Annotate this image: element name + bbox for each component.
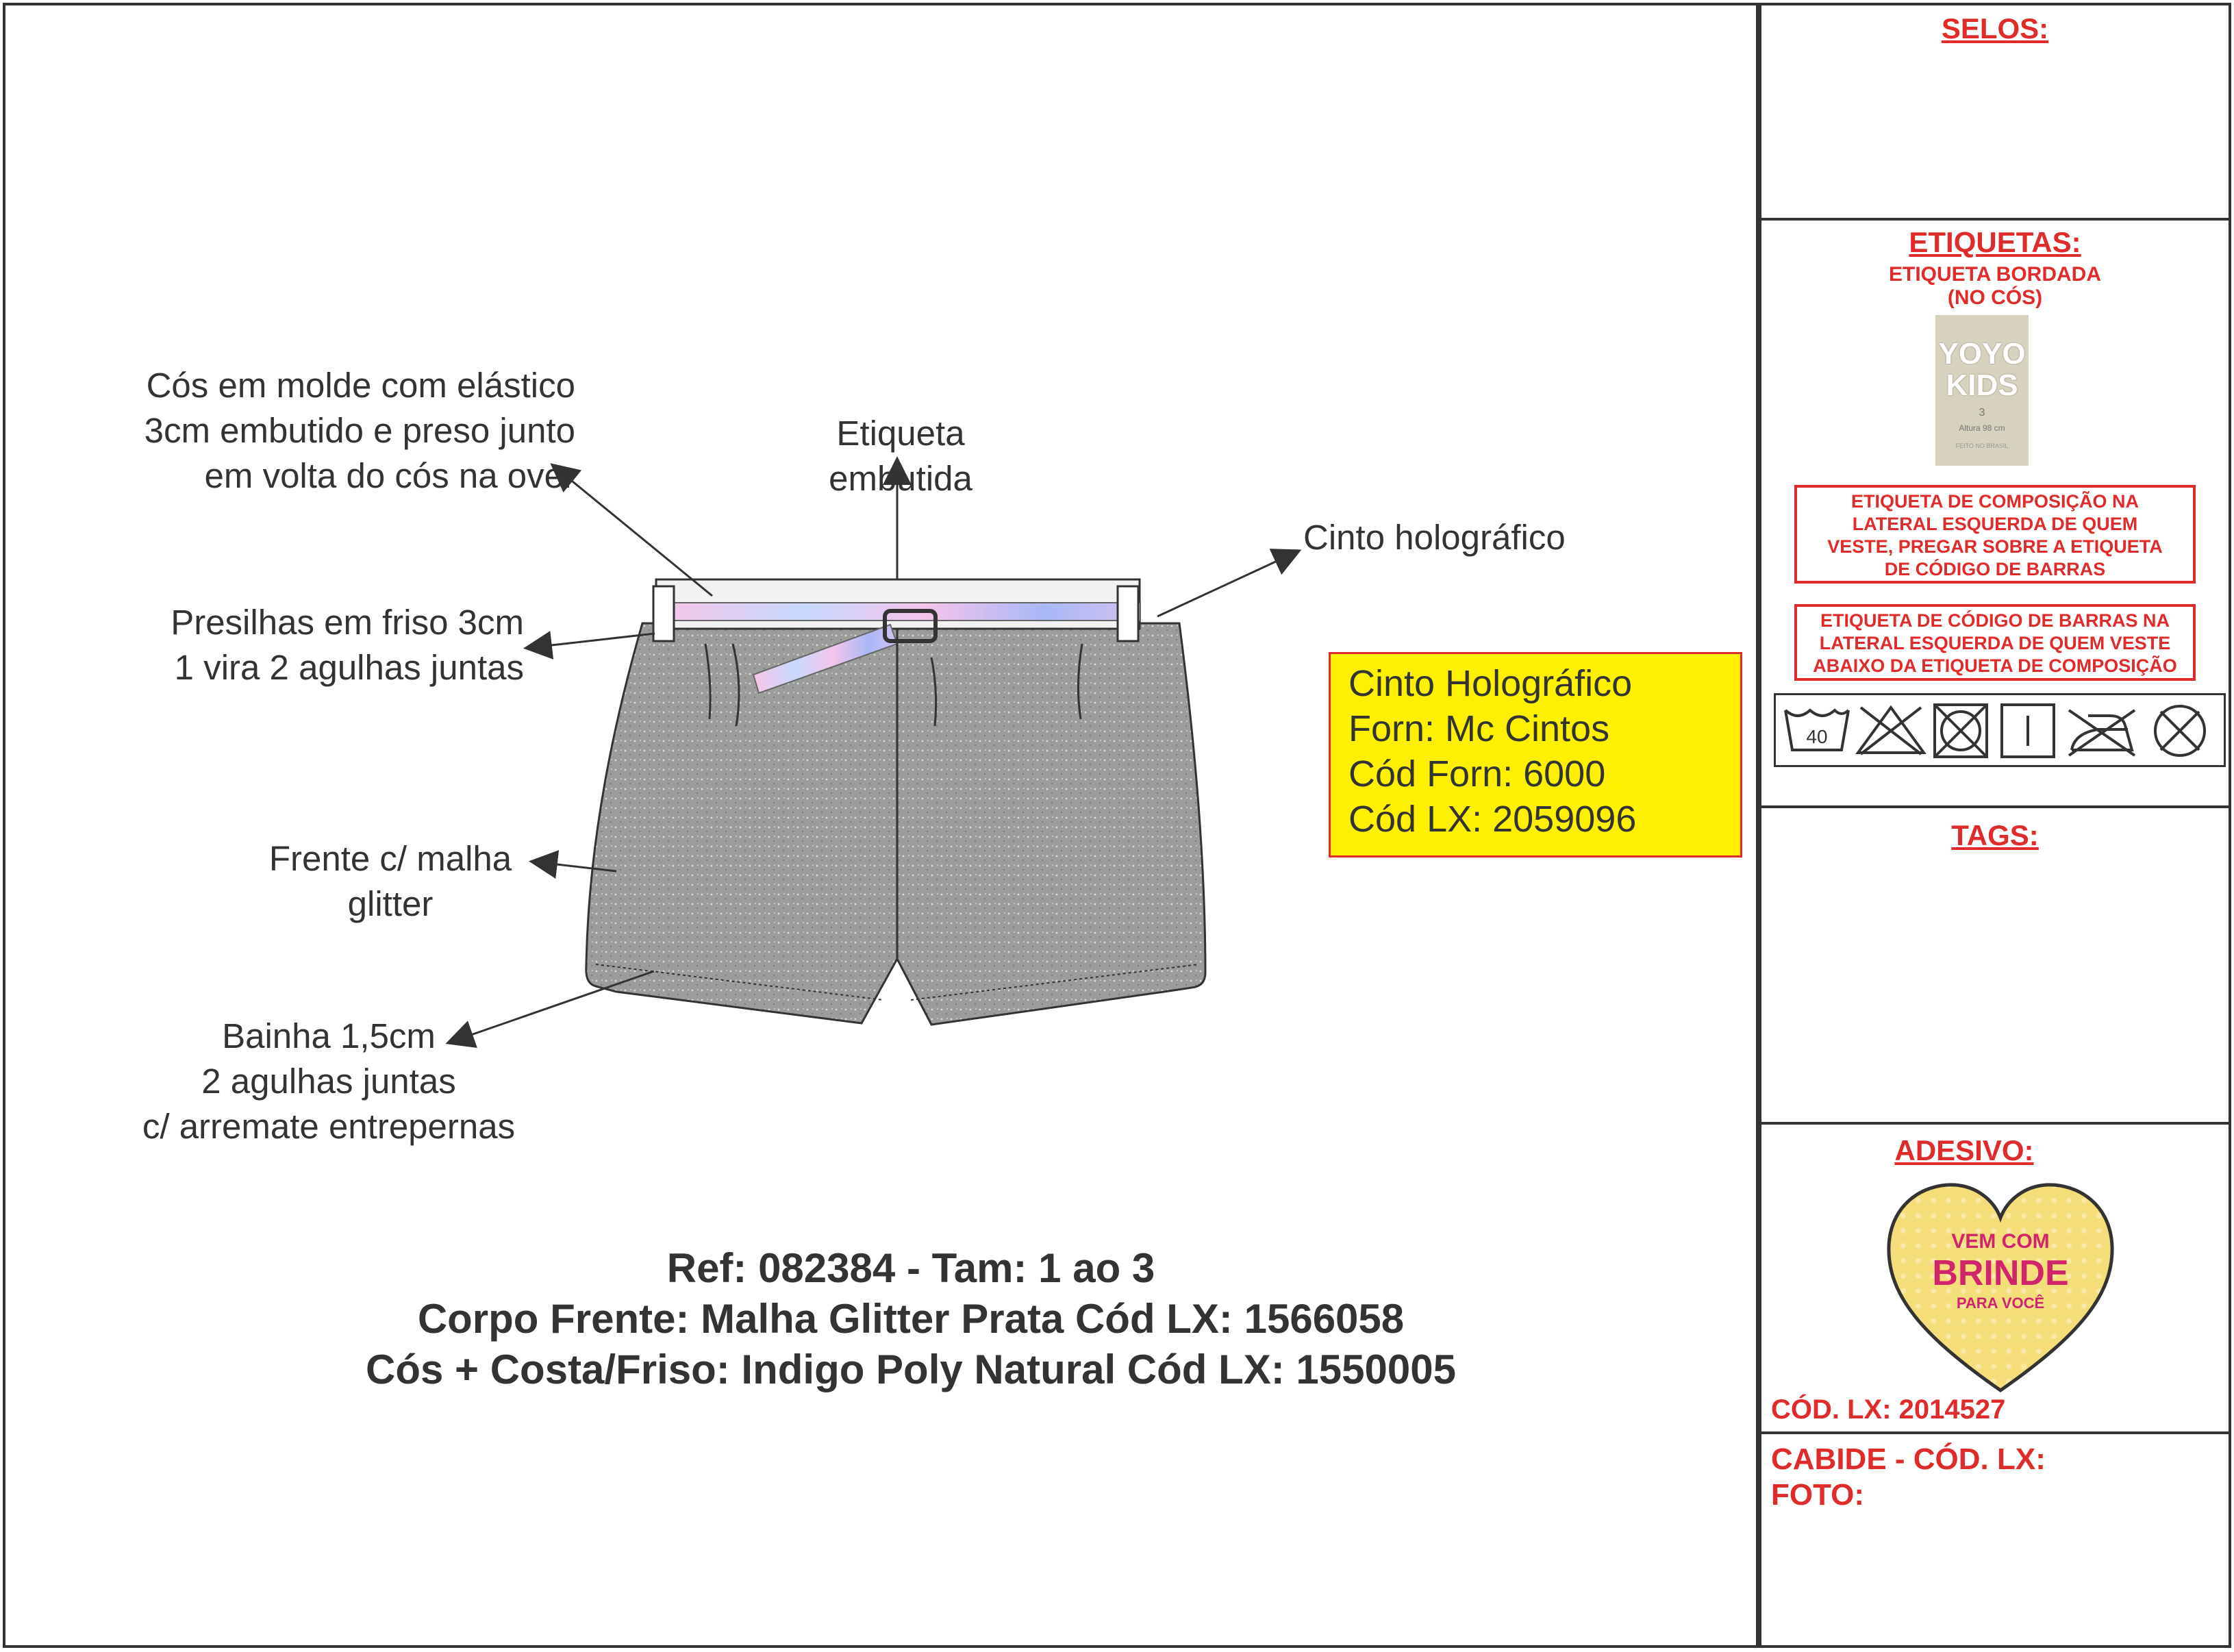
shorts-body	[586, 623, 1205, 1025]
embroidered-label-note	[1759, 263, 2231, 310]
no-tumble-dry-icon	[1935, 705, 1987, 757]
annotation-line: glitter	[347, 884, 434, 923]
supplier-line: Cód LX: 2059096	[1348, 799, 1637, 840]
sticker-title: ADESIVO:	[1894, 1134, 2034, 1166]
note-line: ABAIXO DA ETIQUETA DE COMPOSIÇÃO	[1813, 655, 2177, 676]
annotation-line: embutida	[829, 459, 972, 498]
annotation-line: 1 vira 2 agulhas juntas	[174, 648, 524, 687]
sticker-code: CÓD. LX: 2014527	[1771, 1394, 2006, 1425]
care-symbols	[1774, 693, 2226, 767]
tags-title: TAGS:	[1951, 819, 2039, 851]
sticker-text: VEM COM	[1951, 1230, 2050, 1253]
composition-label-box	[1794, 485, 2196, 584]
label-origin: FEITO NO BRASIL	[1955, 442, 2009, 449]
note-line: ETIQUETA BORDADA	[1889, 263, 2101, 286]
supplier-line: Cinto Holográfico	[1348, 663, 1633, 704]
front-annotation	[240, 836, 541, 927]
note-line: ETIQUETA DE COMPOSIÇÃO NA	[1850, 491, 2139, 512]
etiquetas-title: ETIQUETAS:	[1909, 226, 2081, 258]
sticker-text: BRINDE	[1932, 1253, 2069, 1293]
reference-block	[205, 1243, 1616, 1395]
belt-loop	[1118, 586, 1138, 641]
care-icons	[1776, 695, 2224, 765]
belt-supplier-box	[1329, 652, 1742, 858]
barcode-label-box	[1794, 604, 2196, 681]
label-size: 3	[1979, 407, 1985, 418]
no-iron-icon	[2069, 710, 2135, 755]
wash-temp: 40	[1806, 726, 1828, 747]
annotation-line: Frente c/ malha	[268, 839, 512, 878]
note-line: ETIQUETA DE CÓDIGO DE BARRAS NA	[1820, 610, 2170, 631]
supplier-line: Cód Forn: 6000	[1348, 753, 1606, 794]
note-line: LATERAL ESQUERDA DE QUEM	[1852, 514, 2138, 534]
supplier-line: Forn: Mc Cintos	[1348, 708, 1610, 749]
annotation-line: c/ arremate entrepernas	[142, 1107, 516, 1146]
no-bleach-icon	[1858, 708, 1924, 754]
sticker-text: PARA VOCÊ	[1956, 1294, 2045, 1312]
belt-loop	[653, 586, 674, 641]
annotation-line: 3cm embutido e preso junto	[144, 411, 575, 450]
reference-line: Ref: 082384 - Tam: 1 ao 3	[666, 1245, 1155, 1291]
annotation-line: 2 agulhas juntas	[201, 1062, 456, 1101]
annotation-line: em volta do cós na over	[204, 456, 575, 495]
label-annotation	[764, 411, 1038, 501]
wash-40-icon	[1785, 710, 1848, 750]
brand-line: KIDS	[1946, 368, 2018, 402]
brand-name	[1935, 338, 2029, 401]
annotation-line: Bainha 1,5cm	[222, 1016, 436, 1055]
note-line: (NO CÓS)	[1947, 286, 2043, 309]
no-dry-clean-icon	[2155, 706, 2205, 755]
belt-annotation: Cinto holográfico	[1303, 518, 1566, 557]
note-line: DE CÓDIGO DE BARRAS	[1884, 559, 2106, 579]
brand-label-image	[1935, 315, 2029, 466]
line-dry-icon	[2002, 705, 2054, 757]
label-height: Altura 98 cm	[1959, 423, 2005, 433]
reference-line: Cós + Costa/Friso: Indigo Poly Natural Cód LX: 1550005	[365, 1347, 1457, 1392]
note-line: VESTE, PREGAR SOBRE A ETIQUETA	[1827, 536, 2163, 557]
reference-line: Corpo Frente: Malha Glitter Prata Cód LX: 1566058	[417, 1296, 1405, 1342]
annotation-line: Etiqueta	[836, 414, 965, 453]
selos-title: SELOS:	[1941, 12, 2049, 45]
hem-annotation	[103, 1014, 555, 1149]
annotation-line: Presilhas em friso 3cm	[171, 603, 524, 642]
waistband-annotation	[55, 363, 575, 499]
note-line: LATERAL ESQUERDA DE QUEM VESTE	[1819, 633, 2171, 653]
brand-line: YOYO	[1938, 337, 2026, 371]
loops-annotation	[55, 600, 524, 690]
annotation-line: Cós em molde com elástico	[146, 366, 575, 405]
photo-label: FOTO:	[1771, 1478, 1865, 1512]
heart-sticker-icon	[1881, 1178, 2120, 1404]
hanger-code: CABIDE - CÓD. LX:	[1771, 1442, 2046, 1476]
